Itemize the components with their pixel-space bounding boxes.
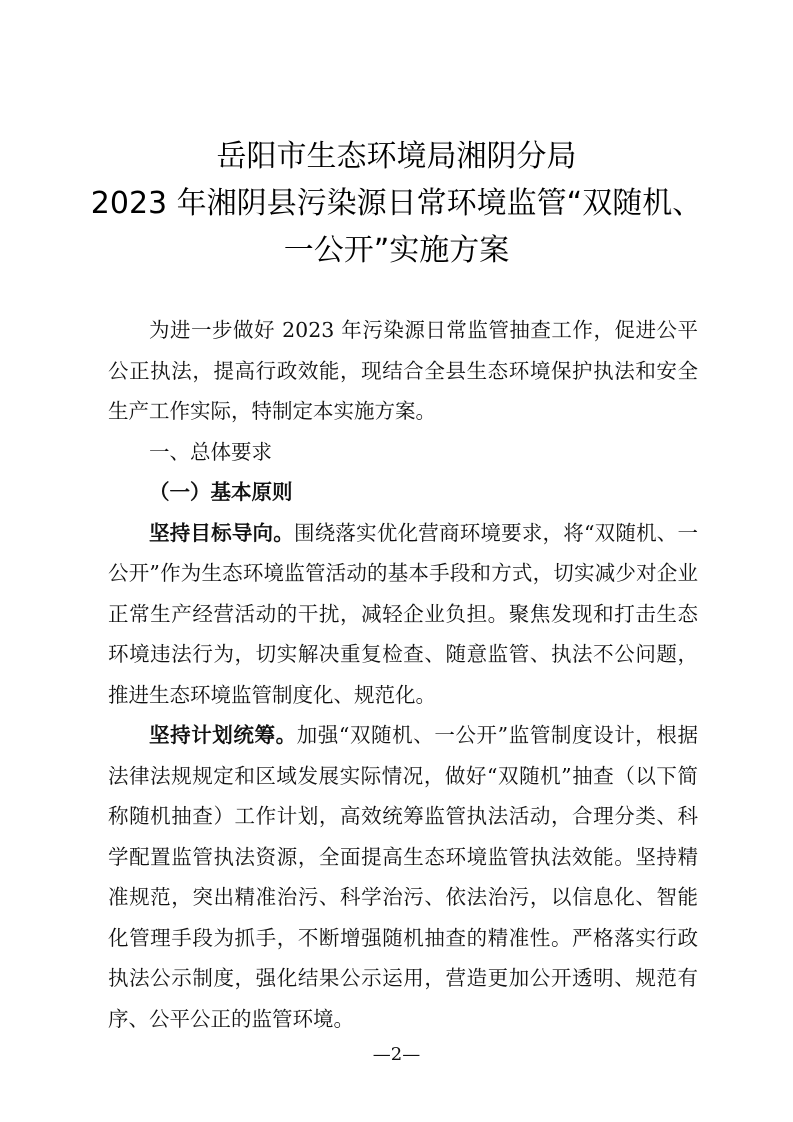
document-title-line-3: 一公开”实施方案 bbox=[283, 233, 510, 268]
principle-paragraph-2 bbox=[108, 715, 698, 1039]
subsection-heading: （一）基本原则 bbox=[149, 480, 293, 504]
page-number: —2— bbox=[372, 1044, 421, 1065]
principle-lead-1: 坚持目标导向。 bbox=[149, 520, 294, 545]
document-title-line-1: 岳阳市生态环境局湘阴分局 bbox=[216, 139, 577, 174]
principle-text-2: 加强“双随机、一公开”监管制度设计，根据法律法规规定和区域发展实际情况，做好“双随机”抽查（以下简称随机抽查）工作计划，高效统筹监管执法活动，合理分类、科学配置监管执法资源，全面提高生态环境监管执法效能。坚持精准规范，突出精准治污、科学治污、依法治污，以信息化、智能化管理手段为抓手，不断增强随机抽查的精准性。严格落实行政执法公示制度，强化结果公示运用，营造更加公开透明、规范有序、公平公正的监管环境。 bbox=[108, 723, 698, 1031]
intro-paragraph: 为进一步做好 2023 年污染源日常监管抽查工作，促进公平公正执法，提高行政效能，现结合全县生态环境保护执法和安全生产工作实际，特制定本实施方案。 bbox=[108, 318, 698, 423]
section-heading: 一、总体要求 bbox=[149, 439, 272, 464]
principle-paragraph-1 bbox=[108, 513, 698, 716]
principle-lead-2: 坚持计划统筹。 bbox=[149, 723, 297, 747]
document-body bbox=[108, 310, 698, 1039]
document-title-line-2: 2023 年湘阴县污染源日常环境监管“双随机、 bbox=[90, 186, 703, 221]
principle-text-1: 围绕落实优化营商环境要求，将“双随机、一公开”作为生态环境监管活动的基本手段和方式，切实减少对企业正常生产经营活动的干扰，减轻企业负担。聚焦发现和打击生态环境违法行为，切实解决重复检查、随意监管、执法不公问题，推进生态环境监管制度化、规范化。 bbox=[108, 520, 699, 707]
